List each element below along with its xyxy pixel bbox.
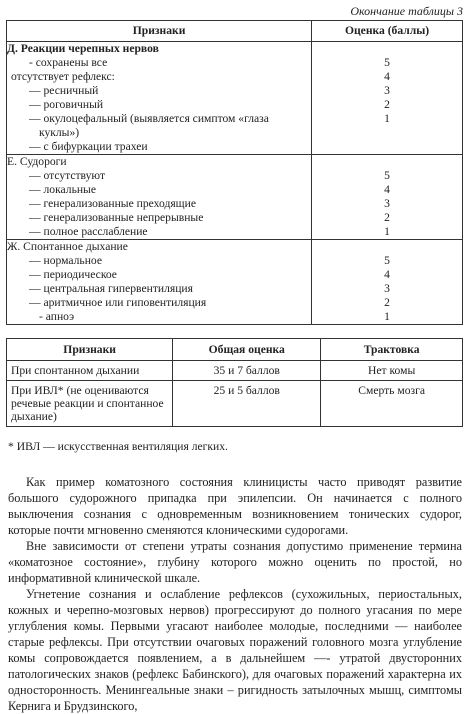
section-signs-cell	[7, 155, 312, 240]
score-value: 4	[384, 70, 390, 83]
paragraph: Угнетение сознания и ослабление рефлексов (сухожильных, периостальных, кожных и черепно-мозговых нервов) прогрессируют до полного угасания по мере углубления комы. Первыми угасают наиболее молодые, последними — наиболее старые рефлексы. При отсутствии очаговых поражений головного мозга углубление комы сопровождается появлением, а в дальнейшем —- утратой двусторонних патологических знаков (рефлекс Бабинского), для очаговых поражений характерна их односторонность. Менингеальные знаки – ригидность затылочных мышц, симптомы Кернига и Брудзинского,	[8, 587, 462, 713]
section-signs-cell	[7, 42, 312, 155]
table-sections	[7, 42, 463, 325]
sign-item: — окулоцефальный (выявляется симптом «глаза	[29, 112, 269, 125]
sign-item: — локальные	[29, 183, 96, 196]
summary-header-total: Общая оценка	[173, 339, 321, 361]
summary-cell-total: 25 и 5 баллов	[173, 381, 321, 427]
summary-header-interpretation: Трактовка	[321, 339, 463, 361]
section-scores-cell	[312, 240, 463, 325]
sign-item: — периодическое	[29, 268, 117, 281]
footnote: * ИВЛ — искусственная вентиляция легких.	[8, 440, 228, 453]
sign-item: - сохранены все	[29, 56, 108, 69]
column-header-score: Оценка (баллы)	[312, 21, 463, 42]
score-value	[312, 140, 462, 154]
score-value: 5	[384, 169, 390, 182]
score-value	[312, 126, 462, 140]
score-value: 1	[384, 112, 390, 125]
sign-item: — нормальное	[29, 254, 102, 267]
sign-item: — роговичный	[29, 98, 104, 111]
body-text	[8, 474, 462, 714]
summary-table	[6, 338, 463, 427]
sign-item: — ресничный	[29, 84, 99, 97]
summary-header-row	[7, 339, 463, 361]
score-value: 4	[384, 183, 390, 196]
score-value: 1	[384, 225, 390, 238]
score-value: 2	[384, 296, 390, 309]
sign-item: отсутствует рефлекс:	[11, 70, 115, 83]
sign-item: — аритмичное или гиповентиляция	[29, 296, 207, 309]
table-section	[7, 42, 463, 155]
sign-item: — генерализованные преходящие	[29, 197, 196, 210]
summary-header-signs: Признаки	[7, 339, 173, 361]
section-scores-cell	[312, 155, 463, 240]
section-title: Е. Судороги	[7, 155, 67, 168]
score-value: 2	[384, 211, 390, 224]
column-header-signs: Признаки	[7, 21, 312, 42]
table-continuation-caption: Окончание таблицы 3	[350, 4, 463, 18]
score-value: 1	[384, 310, 390, 323]
sign-item: — с бифуркации трахеи	[29, 140, 148, 153]
score-spacer	[312, 240, 462, 254]
sign-item: — отсутствуют	[29, 169, 106, 182]
summary-row	[7, 381, 463, 427]
section-title: Д. Реакции черепных нервов	[7, 42, 159, 55]
score-value: 3	[384, 197, 390, 210]
sign-item: — полное расслабление	[29, 225, 148, 238]
summary-cell-sign: При спонтанном дыхании	[7, 361, 173, 381]
section-title: Ж. Спонтанное дыхание	[7, 240, 128, 253]
sign-item: — центральная гипервентиляция	[29, 282, 193, 295]
score-spacer	[312, 155, 462, 169]
summary-cell-interpretation: Нет комы	[321, 361, 463, 381]
score-value: 5	[384, 56, 390, 69]
paragraph: Вне зависимости от степени утраты сознания допустимо применение термина «коматозное состояние», глубину которого можно оценить по простой, но информативной клинической шкале.	[8, 539, 462, 585]
section-signs-cell	[7, 240, 312, 325]
table-section	[7, 155, 463, 240]
paragraph: Как пример коматозного состояния клиницисты часто приводят развитие большого судорожного припадка при эпилепсии. Он начинается с полного выключения сознания с одновременным возникновением тонических судорог, которые почти мгновенно сменяются клоническими судорогами.	[8, 475, 462, 537]
score-value: 2	[384, 98, 390, 111]
summary-row	[7, 361, 463, 381]
score-value: 5	[384, 254, 390, 267]
score-value: 4	[384, 268, 390, 281]
summary-cell-sign: При ИВЛ* (не оцениваются речевые реакции и спонтанное дыхание)	[7, 381, 173, 427]
score-value: 3	[384, 282, 390, 295]
score-spacer	[312, 42, 462, 56]
sign-item: - апноэ	[39, 310, 75, 323]
table-section	[7, 240, 463, 325]
summary-cell-interpretation: Смерть мозга	[321, 381, 463, 427]
sign-item: куклы»)	[39, 126, 80, 139]
score-value: 3	[384, 84, 390, 97]
sign-item: — генерализованные непрерывные	[29, 211, 204, 224]
section-scores-cell	[312, 42, 463, 155]
table-header-row	[7, 21, 463, 42]
summary-cell-total: 35 и 7 баллов	[173, 361, 321, 381]
coma-scale-table	[6, 20, 463, 325]
